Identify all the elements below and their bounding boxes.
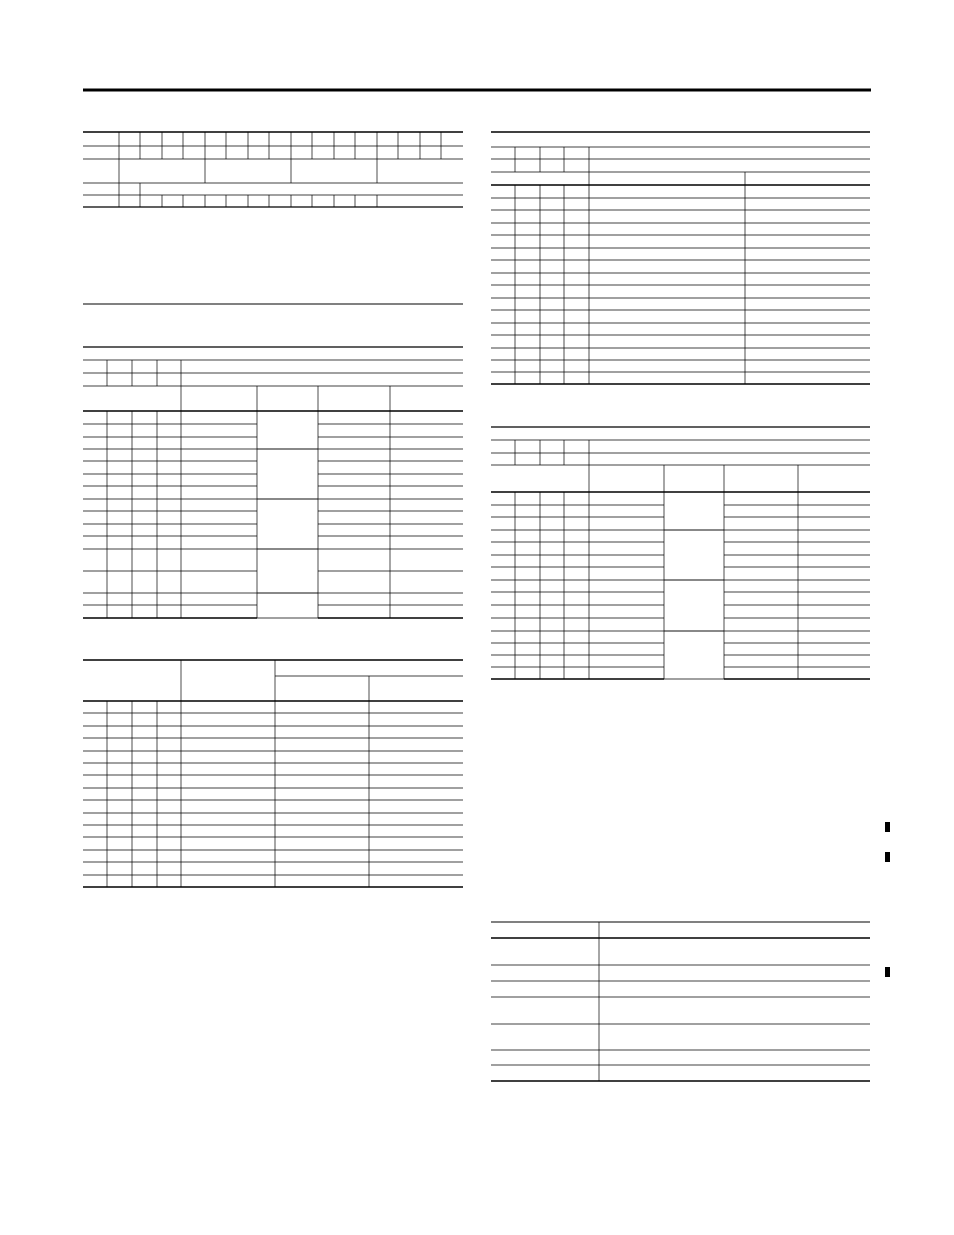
bit-map-table (83, 132, 463, 207)
definition-table (491, 922, 870, 1081)
config-table-left (83, 347, 463, 618)
value-table-left (83, 660, 463, 887)
change-bar-mark (885, 822, 890, 832)
value-table-right (491, 132, 870, 384)
change-bar-mark (885, 852, 890, 862)
change-bar-mark (885, 967, 890, 977)
config-table-right (491, 427, 870, 679)
